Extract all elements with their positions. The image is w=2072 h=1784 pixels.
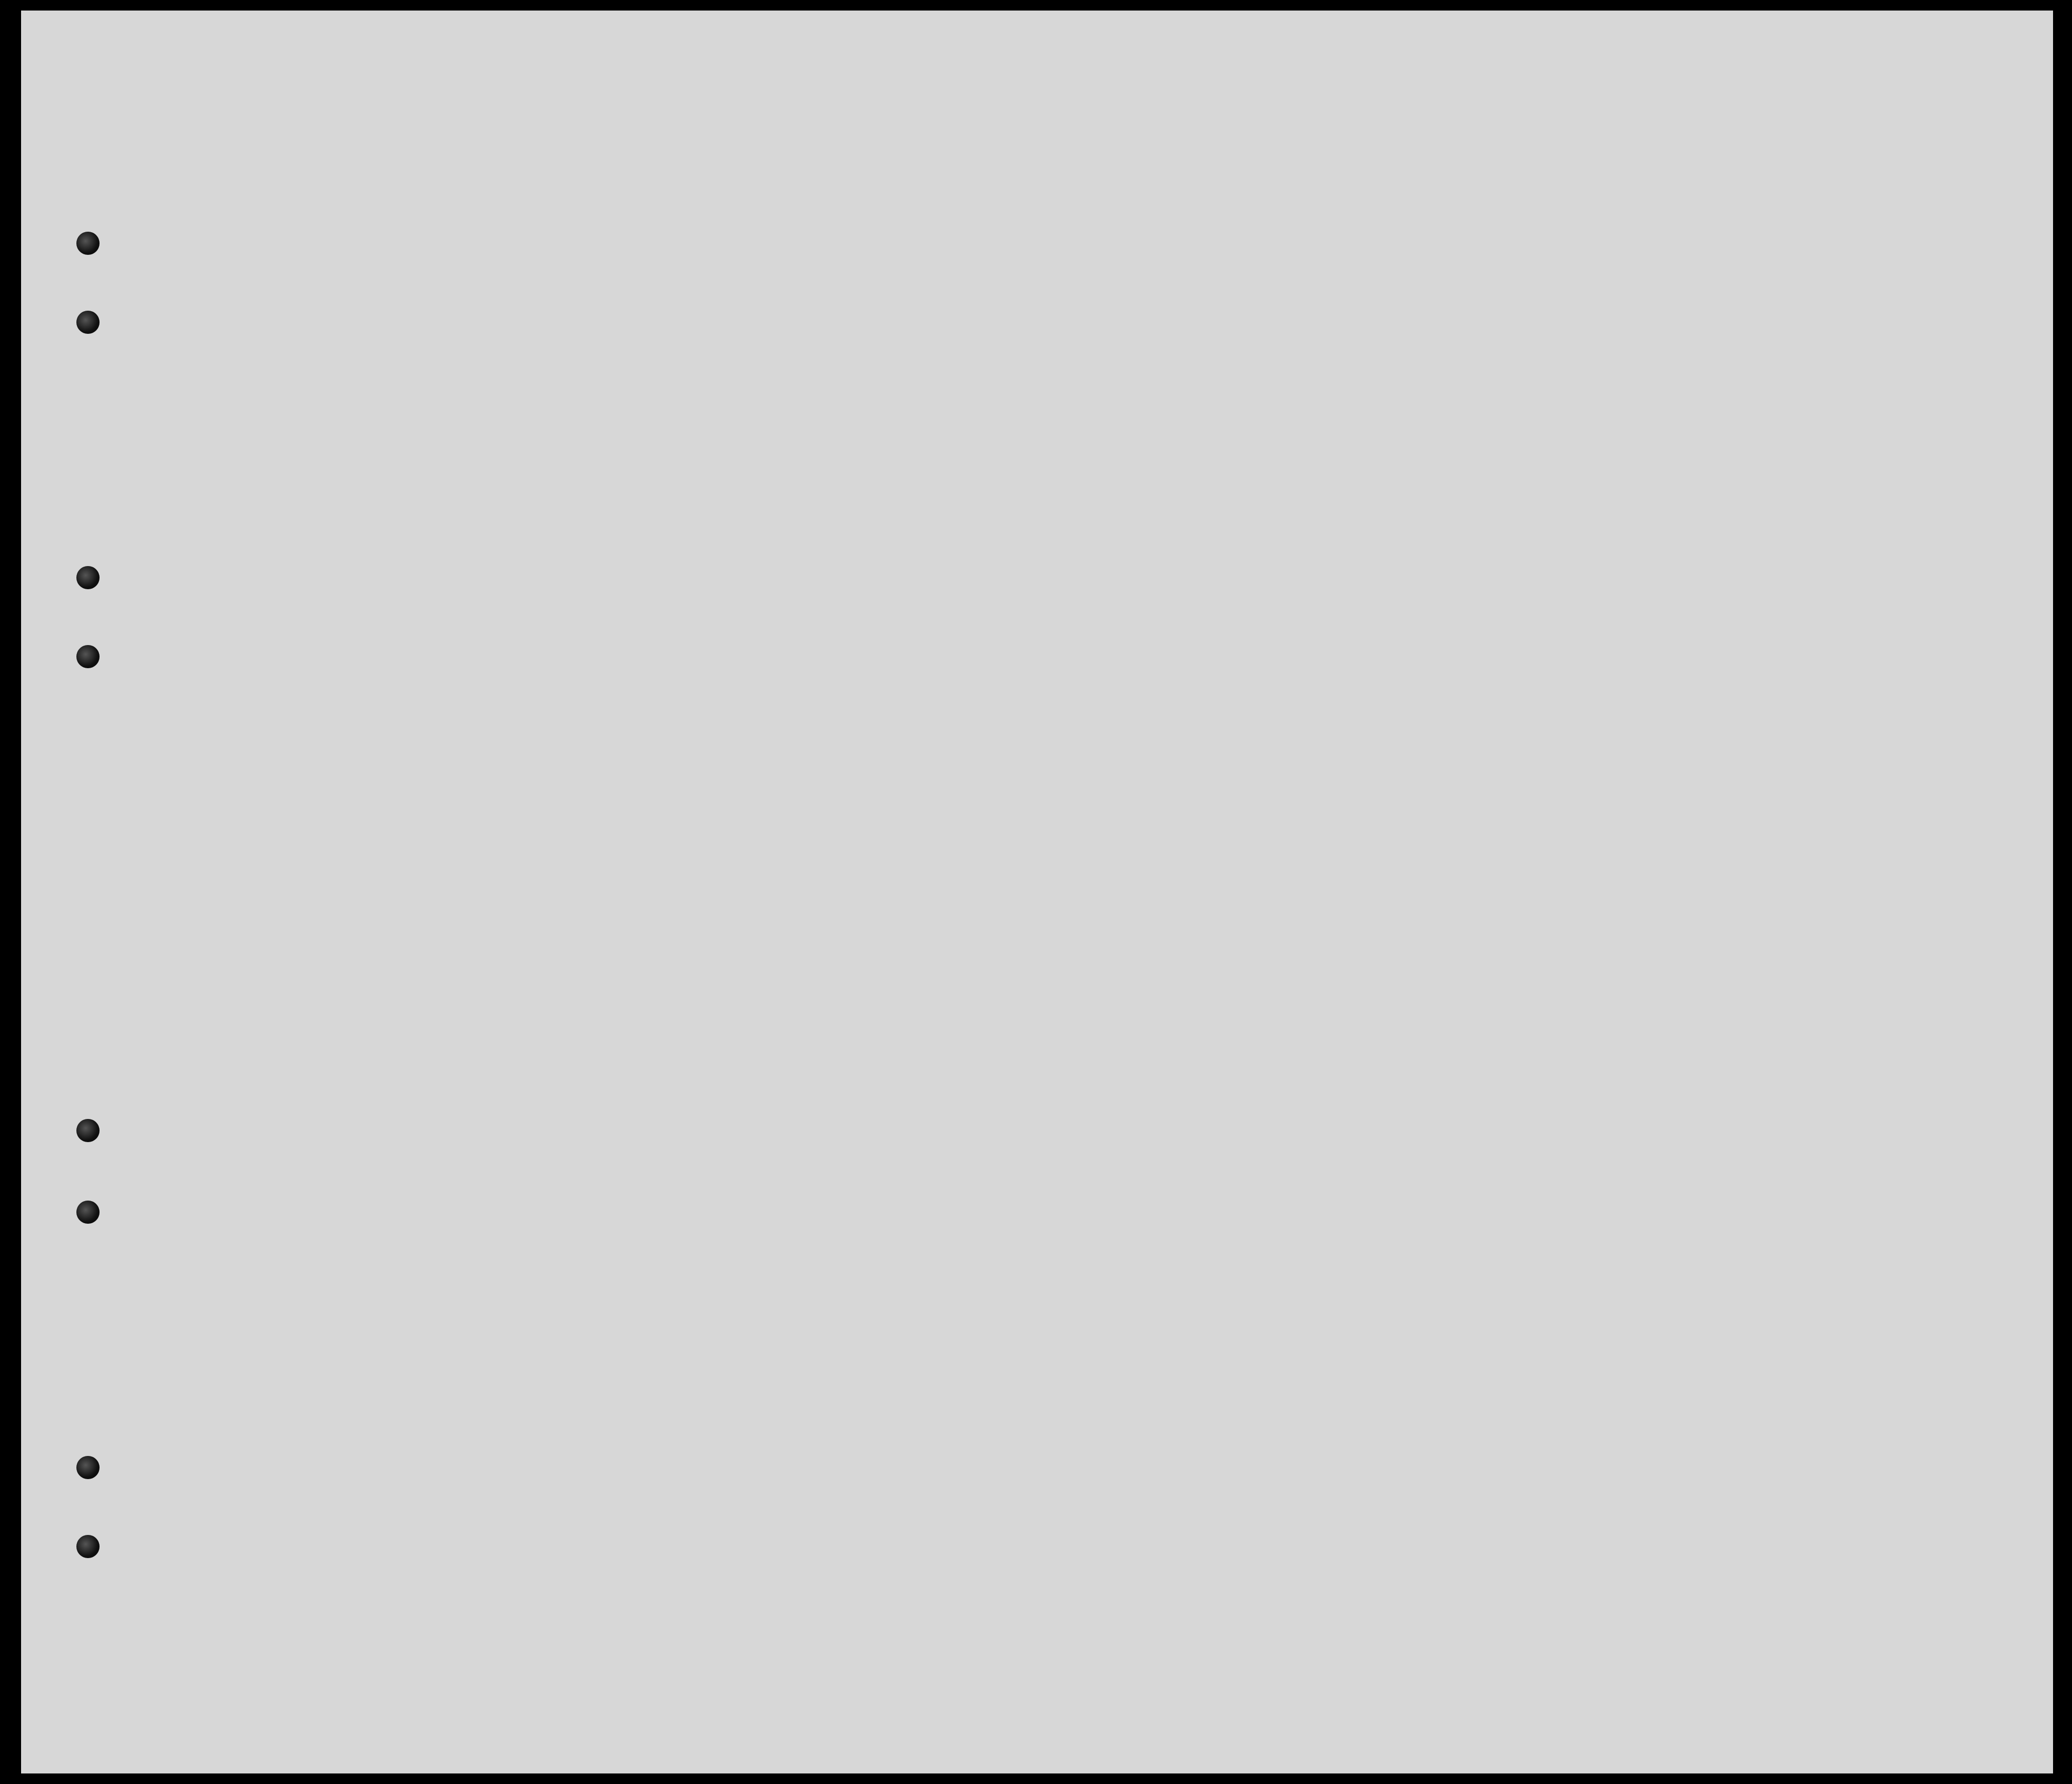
binder-hole [76,1535,100,1558]
binder-hole [76,1201,100,1224]
binder-hole [76,1119,100,1142]
manifest-content [21,11,2053,1773]
binder-hole [76,311,100,334]
binder-hole [76,645,100,668]
manifest-sheet [21,11,2053,1773]
binder-hole [76,1456,100,1479]
binder-hole [76,232,100,255]
binder-hole [76,566,100,589]
